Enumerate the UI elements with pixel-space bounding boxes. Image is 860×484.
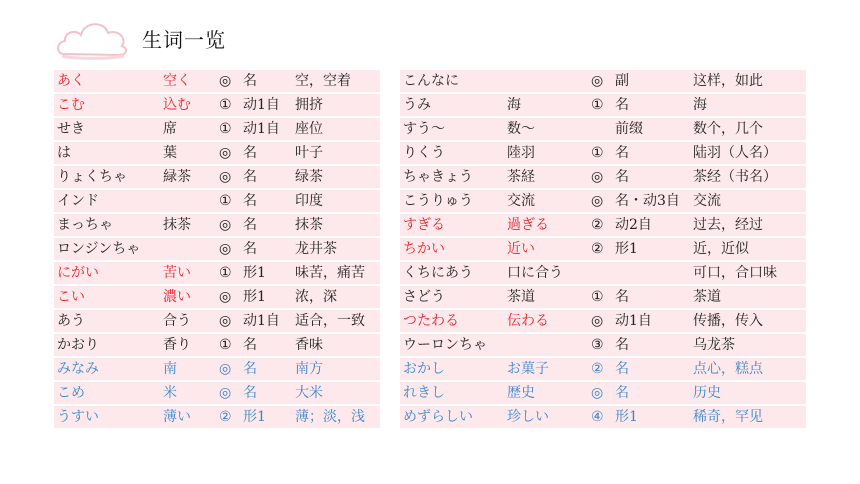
cell-pos1: 名: [240, 214, 292, 236]
cell-kana2: うみ: [400, 94, 504, 116]
cell-kanji1: 込む: [160, 94, 216, 116]
cell-meaning1: 座位: [292, 118, 380, 140]
cell-kanji2: 数～: [504, 118, 588, 140]
cell-kana1: こい: [54, 286, 160, 308]
table-row: [54, 406, 806, 428]
cell-pos1: 名: [240, 358, 292, 380]
cell-meaning2: 交流: [690, 190, 806, 212]
cell-kanji1: [160, 238, 216, 260]
cell-kanji2: 近い: [504, 238, 588, 260]
cell-kanji2: 陸羽: [504, 142, 588, 164]
cell-kanji2: 歴史: [504, 382, 588, 404]
cell-kana1: あく: [54, 70, 160, 92]
cell-kanji2: 珍しい: [504, 406, 588, 428]
cell-kana2: すぎる: [400, 214, 504, 236]
cell-kana2: こうりゅう: [400, 190, 504, 212]
cell-kanji1: 米: [160, 382, 216, 404]
table-row: [54, 286, 806, 308]
cell-pos1: 名: [240, 190, 292, 212]
cell-meaning2: 稀奇，罕见: [690, 406, 806, 428]
cell-kana2: めずらしい: [400, 406, 504, 428]
table-row: [54, 190, 806, 212]
cell-tone1: ◎: [216, 214, 240, 236]
cloud-icon: [54, 14, 130, 60]
cell-pos2: 形1: [612, 238, 690, 260]
table-row: [54, 238, 806, 260]
cell-tone2: ①: [588, 286, 612, 308]
cell-pos2: 名: [612, 334, 690, 356]
cell-meaning1: 味苦，痛苦: [292, 262, 380, 284]
cell-kana1: みなみ: [54, 358, 160, 380]
cell-kanji1: 薄い: [160, 406, 216, 428]
cell-tone2: ②: [588, 214, 612, 236]
table-row: [54, 382, 806, 404]
cell-kana1: まっちゃ: [54, 214, 160, 236]
cell-kana2: ちかい: [400, 238, 504, 260]
cell-kanji2: 口に合う: [504, 262, 588, 284]
cell-tone2: ④: [588, 406, 612, 428]
cell-meaning1: 浓，深: [292, 286, 380, 308]
cell-kanji1: 抹茶: [160, 214, 216, 236]
cell-kanji2: 茶経: [504, 166, 588, 188]
cell-pos1: 名: [240, 238, 292, 260]
cell-pos2: [612, 262, 690, 284]
cell-kanji2: [504, 70, 588, 92]
cell-tone1: ①: [216, 118, 240, 140]
cell-pos1: 动1自: [240, 94, 292, 116]
cell-kanji2: お菓子: [504, 358, 588, 380]
cell-tone2: ◎: [588, 310, 612, 332]
cell-meaning1: 龙井茶: [292, 238, 380, 260]
cell-kanji1: 空く: [160, 70, 216, 92]
cell-pos2: 名: [612, 286, 690, 308]
cell-kana1: かおり: [54, 334, 160, 356]
table-row: [54, 310, 806, 332]
cell-kanji1: 濃い: [160, 286, 216, 308]
cell-kana1: うすい: [54, 406, 160, 428]
cell-meaning2: 传播，传入: [690, 310, 806, 332]
cell-meaning1: 叶子: [292, 142, 380, 164]
cell-tone2: ◎: [588, 166, 612, 188]
table-row: [54, 214, 806, 236]
cell-pos2: 动2自: [612, 214, 690, 236]
cell-kana1: りょくちゃ: [54, 166, 160, 188]
cell-kana2: りくう: [400, 142, 504, 164]
cell-tone1: ①: [216, 334, 240, 356]
cell-kana1: こめ: [54, 382, 160, 404]
cell-tone2: ②: [588, 238, 612, 260]
cell-kanji2: 交流: [504, 190, 588, 212]
cell-tone1: ◎: [216, 238, 240, 260]
cell-meaning1: 抹茶: [292, 214, 380, 236]
cell-pos2: 副: [612, 70, 690, 92]
column-gap: [380, 118, 400, 140]
cell-tone2: ①: [588, 94, 612, 116]
cell-kana2: すう～: [400, 118, 504, 140]
cell-kana2: くちにあう: [400, 262, 504, 284]
cell-pos1: 名: [240, 166, 292, 188]
cell-kanji2: 伝わる: [504, 310, 588, 332]
cell-kana1: せき: [54, 118, 160, 140]
cell-kanji2: 茶道: [504, 286, 588, 308]
cell-tone1: ①: [216, 94, 240, 116]
cell-pos2: 名: [612, 358, 690, 380]
cell-tone1: ①: [216, 190, 240, 212]
cell-meaning1: 香味: [292, 334, 380, 356]
cell-pos1: 名: [240, 142, 292, 164]
cell-tone2: ②: [588, 358, 612, 380]
cell-kanji1: [160, 190, 216, 212]
cell-pos1: 形1: [240, 286, 292, 308]
table-row: [54, 358, 806, 380]
cell-kanji2: 海: [504, 94, 588, 116]
cell-meaning2: 陆羽（人名）: [690, 142, 806, 164]
cell-meaning1: 拥挤: [292, 94, 380, 116]
cell-pos2: 形1: [612, 406, 690, 428]
cell-pos1: 名: [240, 70, 292, 92]
page-title: 生词一览: [142, 28, 226, 52]
cell-pos1: 动1自: [240, 310, 292, 332]
cell-meaning1: 适合，一致: [292, 310, 380, 332]
cell-kana1: インド: [54, 190, 160, 212]
column-gap: [380, 358, 400, 380]
cell-meaning2: 乌龙茶: [690, 334, 806, 356]
column-gap: [380, 142, 400, 164]
cell-tone1: ◎: [216, 358, 240, 380]
cell-tone1: ①: [216, 262, 240, 284]
cell-meaning2: 可口，合口味: [690, 262, 806, 284]
cell-meaning2: 数个，几个: [690, 118, 806, 140]
cell-tone2: ◎: [588, 382, 612, 404]
cell-tone1: ◎: [216, 70, 240, 92]
cell-pos1: 名: [240, 334, 292, 356]
cell-kanji2: [504, 334, 588, 356]
column-gap: [380, 382, 400, 404]
cell-meaning2: 这样，如此: [690, 70, 806, 92]
cell-kanji1: 緑茶: [160, 166, 216, 188]
cell-meaning1: 薄；淡，浅: [292, 406, 380, 428]
cell-kana1: は: [54, 142, 160, 164]
cell-tone1: ◎: [216, 142, 240, 164]
table-row: [54, 334, 806, 356]
cell-kana2: ちゃきょう: [400, 166, 504, 188]
cell-kana2: こんなに: [400, 70, 504, 92]
cell-kana2: ウーロンちゃ: [400, 334, 504, 356]
cell-pos1: 动1自: [240, 118, 292, 140]
table-row: [54, 262, 806, 284]
table-row: [54, 118, 806, 140]
cell-meaning2: 茶经（书名）: [690, 166, 806, 188]
cell-kana2: れきし: [400, 382, 504, 404]
cell-tone2: [588, 118, 612, 140]
cell-kanji1: 苦い: [160, 262, 216, 284]
cell-kana1: あう: [54, 310, 160, 332]
cell-meaning1: 大米: [292, 382, 380, 404]
cell-pos2: 名: [612, 94, 690, 116]
cell-tone1: ②: [216, 406, 240, 428]
cell-tone2: ◎: [588, 190, 612, 212]
cell-meaning2: 历史: [690, 382, 806, 404]
cell-meaning1: 南方: [292, 358, 380, 380]
cell-kana1: ロンジンちゃ: [54, 238, 160, 260]
cell-tone1: ◎: [216, 286, 240, 308]
column-gap: [380, 262, 400, 284]
cell-pos2: 前缀: [612, 118, 690, 140]
cell-tone2: ③: [588, 334, 612, 356]
cell-meaning2: 海: [690, 94, 806, 116]
cell-pos2: 名: [612, 382, 690, 404]
column-gap: [380, 70, 400, 92]
cell-kana2: さどう: [400, 286, 504, 308]
cell-kana1: にがい: [54, 262, 160, 284]
cell-meaning2: 过去，经过: [690, 214, 806, 236]
cell-kana2: おかし: [400, 358, 504, 380]
cell-kana2: つたわる: [400, 310, 504, 332]
cell-meaning1: 绿茶: [292, 166, 380, 188]
cell-pos2: 名・动3自: [612, 190, 690, 212]
cell-kana1: こむ: [54, 94, 160, 116]
cell-meaning1: 空，空着: [292, 70, 380, 92]
table-row: [54, 70, 806, 92]
cell-meaning1: 印度: [292, 190, 380, 212]
cell-tone1: ◎: [216, 382, 240, 404]
cell-meaning2: 点心，糕点: [690, 358, 806, 380]
column-gap: [380, 310, 400, 332]
cell-kanji1: 席: [160, 118, 216, 140]
column-gap: [380, 166, 400, 188]
vocabulary-table: [54, 68, 806, 430]
cell-tone2: ①: [588, 142, 612, 164]
cell-meaning2: 近，近似: [690, 238, 806, 260]
table-row: [54, 142, 806, 164]
cell-tone2: ◎: [588, 70, 612, 92]
column-gap: [380, 238, 400, 260]
column-gap: [380, 334, 400, 356]
cell-pos1: 名: [240, 382, 292, 404]
column-gap: [380, 286, 400, 308]
cell-kanji1: 香り: [160, 334, 216, 356]
cell-kanji2: 過ぎる: [504, 214, 588, 236]
table-row: [54, 166, 806, 188]
cell-pos2: 名: [612, 166, 690, 188]
column-gap: [380, 406, 400, 428]
cell-kanji1: 葉: [160, 142, 216, 164]
cell-kanji1: 合う: [160, 310, 216, 332]
cell-tone1: ◎: [216, 166, 240, 188]
column-gap: [380, 214, 400, 236]
cell-kanji1: 南: [160, 358, 216, 380]
cell-tone1: ◎: [216, 310, 240, 332]
cell-pos2: 动1自: [612, 310, 690, 332]
cell-meaning2: 茶道: [690, 286, 806, 308]
column-gap: [380, 190, 400, 212]
table-row: [54, 94, 806, 116]
column-gap: [380, 94, 400, 116]
cell-pos2: 名: [612, 142, 690, 164]
cell-tone2: [588, 262, 612, 284]
cell-pos1: 形1: [240, 262, 292, 284]
cell-pos1: 形1: [240, 406, 292, 428]
